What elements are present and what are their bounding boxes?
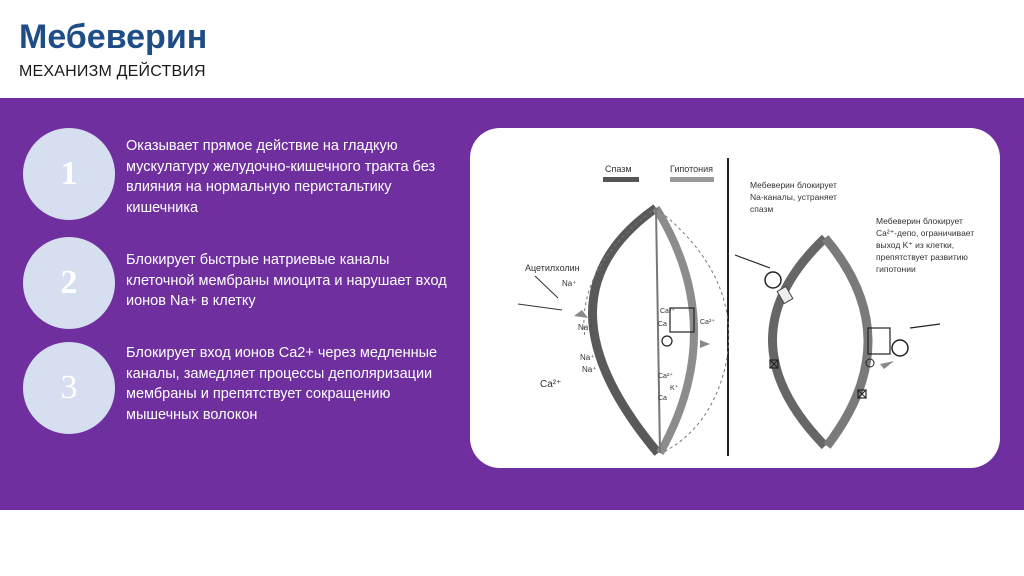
- na-block-note-line-1: Мебеверин блокирует: [750, 180, 837, 190]
- treated-membrane-right: [825, 238, 868, 446]
- ca-label-5: Ca: [658, 395, 667, 402]
- acetylcholine-label: Ацетилхолин: [525, 263, 580, 273]
- ion-channel-circle: [662, 336, 672, 346]
- ca-label-left: Ca²⁺: [540, 379, 562, 390]
- spasm-membrane-left: [592, 208, 658, 453]
- na-channel-blocked-icon: [765, 272, 781, 288]
- na-block-note-line-3: спазм: [750, 204, 774, 214]
- step-3-text: Блокирует вход ионов Ca2+ через медленные каналы, замедляет процессы деполяризации мембраны и препятствует сокращению мышечных волокон: [126, 345, 438, 423]
- page-subtitle: МЕХАНИЗМ ДЕЙСТВИЯ: [19, 63, 206, 80]
- step-1-number: 1: [23, 128, 115, 220]
- legend-hypotonia-swatch: [670, 177, 714, 182]
- na-label-1: Na⁺: [562, 279, 577, 288]
- acetylcholine-pointer: [535, 276, 558, 298]
- step-2-text: Блокирует быстрые натриевые каналы клеточной мембраны миоцита и нарушает вход ионов Na+ в клетку: [126, 252, 447, 309]
- ca-block-note-line-2: Ca²⁺-депо, ограничивает: [876, 228, 975, 238]
- ca-block-note-line-4: препятствует развитию: [876, 252, 968, 262]
- legend-spasm-label: Спазм: [605, 164, 632, 174]
- na-block-pointer: [735, 255, 770, 268]
- na-channel-icon: [574, 310, 588, 318]
- ca-block-note-line-1: Мебеверин блокирует: [876, 216, 963, 226]
- na-label-4: Na⁺: [582, 365, 597, 374]
- na-label-3: Na⁺: [580, 353, 595, 362]
- hypotonia-membrane-right: [656, 208, 694, 453]
- legend-spasm-swatch: [603, 177, 639, 182]
- ca-label-3: Ca²⁺: [700, 319, 715, 326]
- step-3-number: 3: [23, 342, 115, 434]
- page-title: Мебеверин: [19, 18, 208, 56]
- mechanism-diagram-svg: [470, 128, 1000, 468]
- na-block-note-line-2: Na-каналы, устраняет: [750, 192, 837, 202]
- channel-pointer: [518, 304, 562, 310]
- ca-block-note-line-3: выход K⁺ из клетки,: [876, 240, 955, 250]
- ca-label-2: Ca: [658, 321, 667, 328]
- k-flow-arrow-treated: [880, 361, 894, 369]
- treated-membrane-left: [773, 238, 826, 446]
- ca-block-pointer: [910, 324, 940, 328]
- step-2-number: 2: [23, 237, 115, 329]
- k-label-1: K⁺: [670, 385, 679, 392]
- ca-label-4: Ca²⁺: [658, 373, 673, 380]
- legend-hypotonia-label: Гипотония: [670, 164, 713, 174]
- mechanism-diagram: [470, 128, 1000, 468]
- step-1-text: Оказывает прямое действие на гладкую мускулатуру желудочно-кишечного тракта без влияния на нормальную перистальтику кишечника: [126, 138, 436, 216]
- na-label-2: Na⁺: [578, 323, 593, 332]
- ca-label-1: Ca²⁺: [660, 308, 675, 315]
- k-efflux-arrow: [700, 340, 710, 348]
- ca-block-note-line-5: гипотонии: [876, 264, 916, 274]
- k-channel-blocked-icon: [892, 340, 908, 356]
- cell-axis-line: [656, 208, 660, 453]
